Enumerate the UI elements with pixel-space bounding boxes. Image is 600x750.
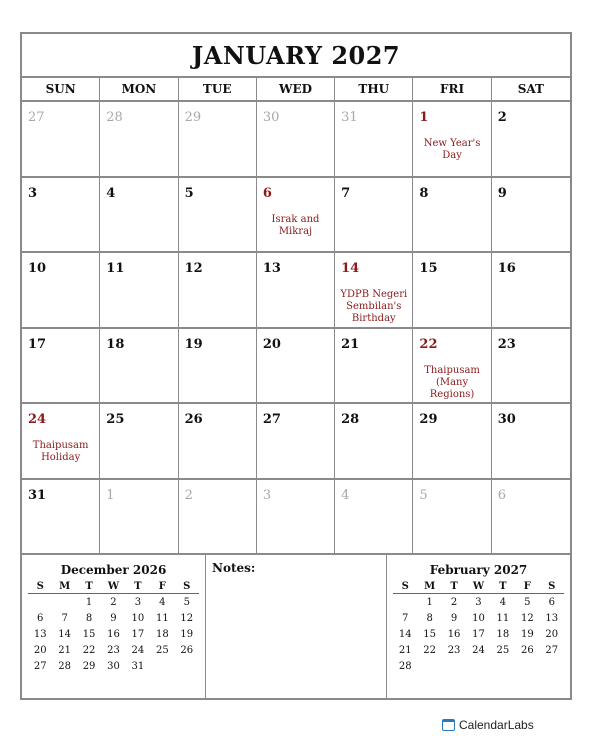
day-cell[interactable] — [492, 253, 570, 329]
mini-weekday: S — [401, 580, 409, 592]
day-number: 30 — [262, 110, 280, 125]
mini-day: 28 — [398, 660, 412, 672]
day-cell[interactable] — [413, 178, 491, 254]
mini-day — [442, 658, 466, 674]
day-number: 28 — [106, 110, 123, 125]
mini-day: 18 — [155, 628, 169, 640]
mini-calendar-title: December 2026 — [60, 563, 167, 577]
day-number: 4 — [106, 185, 116, 201]
mini-day: 23 — [107, 644, 120, 656]
holiday-label: Israk and Mikraj — [271, 213, 320, 237]
mini-day: 22 — [423, 644, 436, 656]
mini-day: 30 — [107, 660, 120, 672]
calendar-icon — [442, 719, 455, 731]
mini-day: 11 — [155, 612, 169, 624]
day-number: 1 — [419, 110, 429, 125]
day-cell[interactable] — [413, 480, 491, 556]
mini-day: 1 — [426, 596, 433, 608]
day-number: 18 — [106, 336, 125, 352]
mini-weekday: W — [472, 580, 485, 592]
day-cell[interactable] — [257, 329, 335, 405]
mini-day — [52, 594, 76, 611]
mini-day: 6 — [548, 596, 555, 608]
brand-logo[interactable] — [442, 718, 534, 732]
brand-name: CalendarLabs — [459, 718, 534, 732]
notes-area[interactable] — [206, 555, 386, 700]
mini-weekday: S — [548, 580, 556, 592]
footer-panel — [22, 555, 570, 700]
day-grid — [22, 102, 570, 555]
mini-day — [150, 658, 174, 674]
day-cell[interactable] — [179, 404, 257, 480]
day-number: 30 — [497, 412, 516, 427]
mini-day: 19 — [180, 628, 194, 640]
mini-day: 29 — [82, 660, 96, 672]
day-cell[interactable] — [335, 480, 413, 556]
day-number: 1 — [106, 487, 115, 503]
mini-day: 6 — [37, 612, 44, 624]
day-cell[interactable] — [413, 102, 491, 178]
mini-day: 31 — [131, 660, 145, 672]
weekday-header — [22, 78, 570, 102]
mini-calendar-title: February 2027 — [429, 563, 528, 577]
weekday-sat: SAT — [517, 82, 544, 96]
mini-day: 1 — [85, 596, 93, 608]
day-number: 23 — [497, 336, 516, 352]
mini-day: 27 — [545, 644, 559, 656]
mini-day: 13 — [33, 628, 47, 640]
mini-day: 20 — [545, 628, 559, 640]
mini-day: 9 — [450, 612, 458, 624]
mini-calendar-prev — [22, 555, 206, 700]
day-cell[interactable] — [257, 102, 335, 178]
day-number: 11 — [106, 261, 125, 276]
mini-day: 10 — [131, 612, 145, 624]
mini-day: 8 — [85, 612, 93, 624]
day-cell[interactable] — [100, 404, 178, 480]
mini-day: 16 — [447, 628, 461, 640]
mini-day: 8 — [426, 612, 433, 624]
day-cell[interactable] — [22, 329, 100, 405]
mini-day: 14 — [398, 628, 412, 640]
mini-calendar-next — [386, 555, 570, 700]
mini-day: 26 — [180, 644, 194, 656]
day-cell[interactable] — [100, 329, 178, 405]
day-cell[interactable] — [179, 480, 257, 556]
day-number: 22 — [419, 336, 438, 352]
day-number: 5 — [419, 487, 428, 503]
day-cell[interactable] — [22, 102, 100, 178]
day-number: 20 — [262, 336, 281, 352]
mini-day: 3 — [475, 596, 482, 608]
day-number: 12 — [184, 261, 203, 276]
mini-day: 10 — [472, 612, 485, 624]
mini-day — [515, 658, 539, 674]
mini-day: 19 — [520, 628, 534, 640]
day-number: 2 — [184, 487, 193, 503]
day-cell[interactable] — [335, 102, 413, 178]
day-cell[interactable] — [335, 404, 413, 480]
mini-day: 14 — [58, 628, 71, 640]
mini-day: 26 — [520, 644, 534, 656]
weekday-sun: SUN — [22, 78, 100, 100]
day-number: 31 — [28, 487, 47, 503]
day-cell[interactable] — [492, 102, 570, 178]
day-cell[interactable] — [335, 253, 413, 329]
mini-day: 5 — [183, 596, 190, 608]
mini-weekday: W — [107, 580, 120, 592]
day-cell[interactable] — [413, 329, 491, 405]
day-number: 13 — [262, 261, 281, 276]
mini-weekday: S — [183, 580, 191, 592]
day-cell[interactable] — [100, 253, 178, 329]
mini-day: 18 — [496, 628, 510, 640]
mini-day: 2 — [110, 596, 117, 608]
day-number: 29 — [184, 110, 202, 125]
mini-day — [28, 594, 52, 611]
mini-day: 25 — [496, 644, 510, 656]
day-number: 2 — [497, 110, 507, 125]
mini-day: 22 — [82, 644, 96, 656]
month-title: JANUARY 2027 — [22, 34, 570, 78]
mini-day: 15 — [423, 628, 436, 640]
mini-day: 17 — [472, 628, 485, 640]
day-number: 25 — [106, 412, 125, 427]
day-number: 3 — [262, 487, 272, 503]
weekday-fri: FRI — [413, 78, 491, 100]
day-number: 14 — [341, 261, 360, 276]
day-cell[interactable] — [413, 404, 491, 480]
holiday-label: Thaipusam Holiday — [32, 440, 89, 463]
day-cell[interactable] — [179, 178, 257, 254]
day-cell[interactable] — [179, 253, 257, 329]
day-number: 31 — [341, 110, 358, 125]
day-cell[interactable] — [179, 329, 257, 405]
day-cell[interactable] — [492, 480, 570, 556]
mini-day — [417, 658, 441, 674]
weekday-tue: TUE — [179, 78, 257, 100]
day-number: 16 — [497, 261, 516, 276]
mini-day: 20 — [33, 644, 47, 656]
weekday-thu: THU — [335, 78, 413, 100]
mini-day: 24 — [131, 644, 145, 656]
day-cell[interactable] — [257, 480, 335, 556]
holiday-label: Thaipusam (Many Regions) — [424, 364, 480, 400]
day-number: 4 — [341, 487, 350, 503]
day-number: 15 — [419, 261, 438, 276]
day-number: 17 — [28, 336, 47, 352]
mini-day: 24 — [472, 644, 485, 656]
day-cell[interactable] — [179, 102, 257, 178]
day-number: 10 — [28, 261, 47, 276]
day-cell[interactable] — [22, 253, 100, 329]
mini-day — [540, 658, 564, 674]
holiday-label: YDPB Negeri Sembilan's Birthday — [340, 289, 408, 324]
mini-day: 17 — [131, 628, 145, 640]
mini-day: 28 — [58, 660, 71, 672]
mini-day: 5 — [524, 596, 531, 608]
day-cell[interactable] — [100, 102, 178, 178]
mini-day: 15 — [82, 628, 96, 640]
mini-day: 12 — [180, 612, 194, 624]
mini-day — [175, 658, 199, 674]
weekday-mon: MON — [100, 78, 178, 100]
mini-day — [393, 594, 417, 611]
day-cell[interactable] — [22, 404, 100, 480]
day-number: 6 — [497, 487, 506, 503]
mini-weekday: F — [523, 580, 531, 592]
mini-day: 13 — [545, 612, 559, 624]
mini-day: 21 — [398, 644, 412, 656]
mini-weekday: T — [85, 580, 93, 592]
mini-weekday: F — [158, 580, 166, 592]
day-cell[interactable] — [100, 480, 178, 556]
mini-day — [491, 658, 515, 674]
day-cell[interactable] — [257, 253, 335, 329]
mini-day: 16 — [107, 628, 120, 640]
day-number: 27 — [28, 110, 45, 125]
weekday-wed: WED — [257, 78, 335, 100]
mini-day: 4 — [159, 596, 166, 608]
mini-day: 7 — [402, 612, 409, 624]
day-cell[interactable] — [335, 329, 413, 405]
day-number: 24 — [28, 412, 47, 427]
mini-day: 27 — [33, 660, 47, 672]
day-cell[interactable] — [100, 178, 178, 254]
day-number: 27 — [262, 412, 281, 427]
mini-day: 21 — [58, 644, 71, 656]
day-cell[interactable] — [492, 329, 570, 405]
day-number: 21 — [341, 336, 360, 352]
mini-day: 2 — [450, 596, 458, 608]
day-number: 29 — [419, 412, 438, 427]
day-cell[interactable] — [492, 178, 570, 254]
notes-label: Notes: — [212, 561, 256, 575]
day-number: 5 — [184, 185, 194, 201]
mini-day: 4 — [499, 596, 507, 608]
day-number: 8 — [419, 185, 429, 201]
holiday-label: New Year's Day — [423, 138, 481, 161]
day-cell[interactable] — [22, 178, 100, 254]
day-cell[interactable] — [22, 480, 100, 556]
mini-day: 11 — [496, 612, 510, 624]
day-number: 19 — [184, 336, 203, 352]
day-number: 9 — [497, 185, 507, 201]
day-cell[interactable] — [257, 178, 335, 254]
mini-weekday: S — [36, 580, 44, 592]
day-cell[interactable] — [492, 404, 570, 480]
mini-day: 12 — [520, 612, 534, 624]
mini-day — [466, 658, 490, 674]
day-cell[interactable] — [257, 404, 335, 480]
mini-day: 3 — [134, 596, 142, 608]
day-number: 7 — [341, 185, 351, 201]
mini-day: 7 — [61, 612, 68, 624]
day-cell[interactable] — [413, 253, 491, 329]
day-cell[interactable] — [335, 178, 413, 254]
mini-day: 25 — [155, 644, 169, 656]
mini-weekday: M — [424, 580, 436, 592]
day-number: 3 — [28, 185, 38, 201]
calendar — [20, 32, 572, 700]
day-number: 26 — [184, 412, 203, 427]
mini-weekday: T — [450, 580, 458, 592]
mini-day: 9 — [110, 612, 117, 624]
mini-weekday: M — [59, 580, 71, 592]
mini-day: 23 — [447, 644, 461, 656]
mini-weekday: T — [134, 580, 142, 592]
mini-weekday: T — [499, 580, 507, 592]
day-number: 6 — [262, 185, 272, 201]
day-number: 28 — [341, 412, 360, 427]
